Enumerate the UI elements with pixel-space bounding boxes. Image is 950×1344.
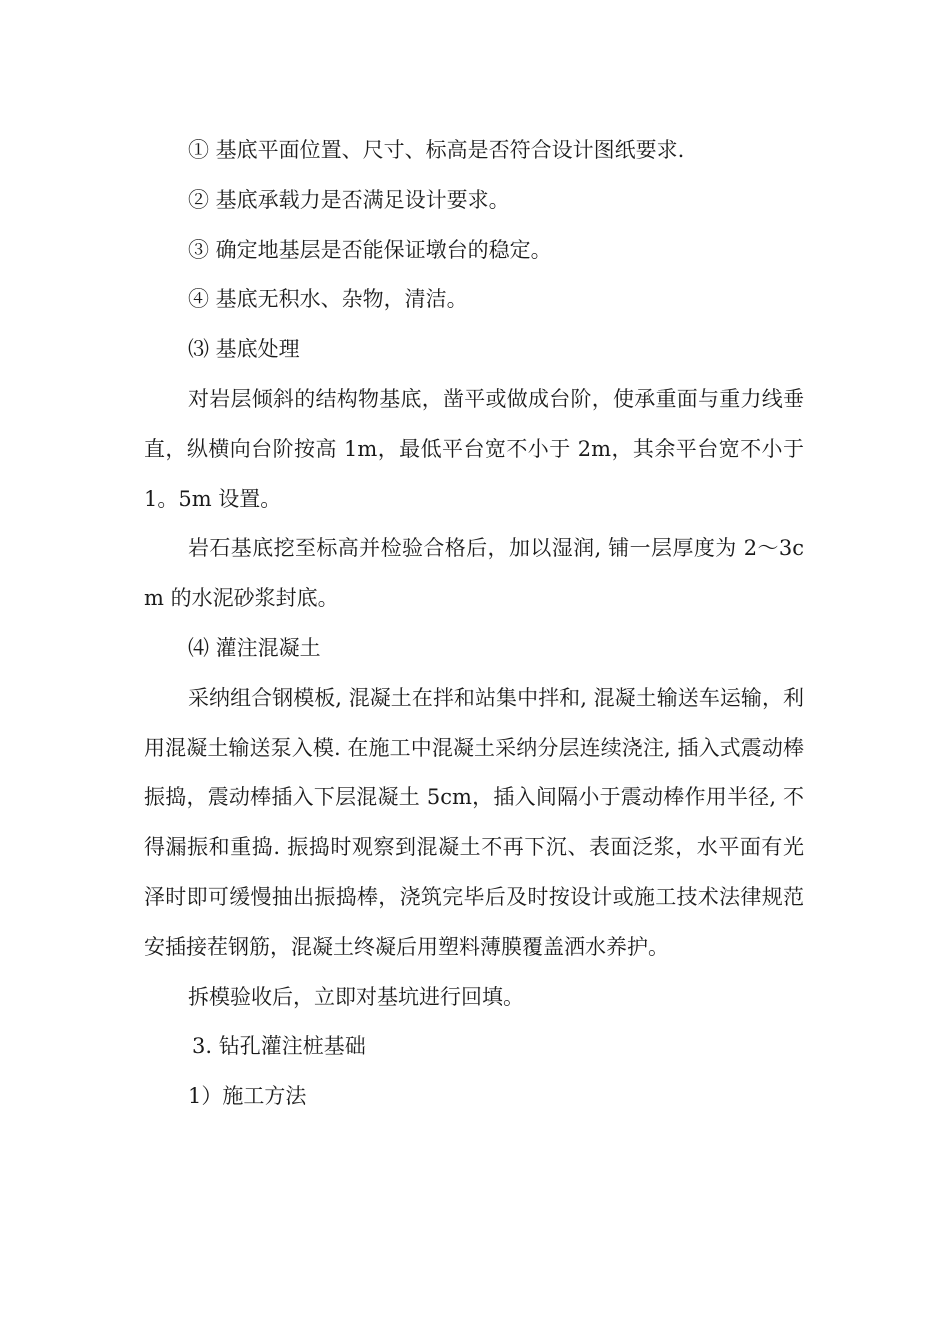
paragraph-rock-slope-treatment: 对岩层倾斜的结构物基底，凿平或做成台阶，使承重面与重力线垂直，纵横向台阶按高 1m，最低平台宽不小于 2m，其余平台宽不小于 1。5m 设置。 [144, 386, 804, 511]
paragraph-check-item-3: ③ 确定地基层是否能保证墩台的稳定。 [188, 237, 552, 262]
paragraph-check-item-4: ④ 基底无积水、杂物，清洁。 [188, 287, 468, 312]
paragraph-concrete-procedure: 采纳组合钢模板, 混凝土在拌和站集中拌和, 混凝土输送车运输，利用混凝土输送泵入模. 在施工中混凝土采纳分层连续浇注, 插入式震动棒振捣，震动棒插入下层混凝土 5cm，插入间隔小于震动棒作用半径, 不得漏振和重捣. 振捣时观察到混凝土不再下沉、表面泛浆，水平面有光泽时即可缓慢抽出振捣棒，浇筑完毕后及时按设计或施工技术法律规范安插接茬钢筋，混凝土终凝后用塑料薄膜覆盖洒水养护。 [144, 685, 804, 959]
paragraph-check-item-2: ② 基底承载力是否满足设计要求。 [188, 187, 510, 212]
section-heading-bored-pile: 3. 钻孔灌注桩基础 [192, 1034, 366, 1059]
paragraph-check-item-1: ① 基底平面位置、尺寸、标高是否符合设计图纸要求. [188, 138, 685, 162]
section-heading-concrete-pouring: ⑷ 灌注混凝土 [188, 635, 321, 660]
section-heading-foundation-treatment: ⑶ 基底处理 [188, 337, 300, 362]
paragraph-mortar-sealing: 岩石基底挖至标高并检验合格后，加以湿润, 铺一层厚度为 2～3cm 的水泥砂浆封底。 [144, 536, 804, 611]
document-body [144, 126, 804, 1122]
paragraph-backfill: 拆模验收后，立即对基坑进行回填。 [188, 984, 524, 1009]
subsection-heading-construction-method: 1）施工方法 [188, 1084, 307, 1109]
